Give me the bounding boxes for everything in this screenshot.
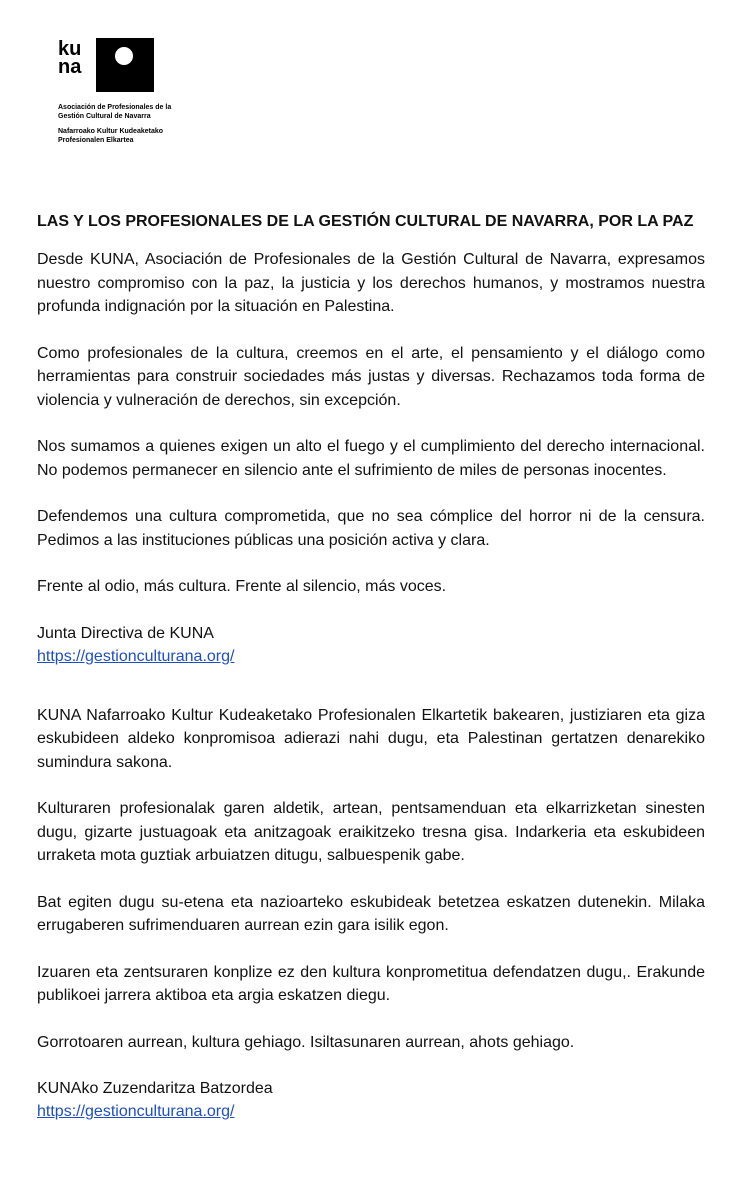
logo-word-bottom: na: [58, 56, 82, 78]
basque-paragraph: Kulturaren profesionalak garen aldetik, artean, pentsamenduan eta elkarrizketan sinesten dugu, gizarte justuagoak eta anitzagoak eraikitzeko tresna gisa. Indarkeria eta eskubideen urraketa mota guztiak arbuiatzen ditugu, salbuespenik gabe.: [37, 800, 705, 864]
basque-paragraph: Izuaren eta zentsuraren konplize ez den kultura konprometitua defendatzen dugu,. Erakunde publikoei jarrera aktiboa eta argia eskatzen diegu.: [37, 963, 705, 1004]
spanish-paragraph: Como profesionales de la cultura, creemos en el arte, el pensamiento y el diálogo como herramientas para construir sociedades más justas y diversas. Rechazamos toda forma de violencia y vulneración de derechos, sin excepción.: [37, 344, 705, 409]
statement-document: [37, 210, 705, 1123]
logo-subtitle-es: Asociación de Profesionales de la Gestión Cultural de Navarra: [58, 104, 172, 120]
statement-title: LAS Y LOS PROFESIONALES DE LA GESTIÓN CULTURAL DE NAVARRA, POR LA PAZ: [37, 213, 694, 230]
basque-paragraph: Bat egiten dugu su-etena eta nazioarteko eskubideak betetzea eskatzen dutenekin. Milaka errugaberen sufrimenduaren aurrean ezin gara isilik egon.: [37, 893, 705, 934]
basque-signature: KUNAko Zuzendaritza Batzordea: [37, 1080, 273, 1097]
spanish-website-link[interactable]: https://gestionculturana.org/: [37, 647, 235, 665]
spanish-paragraph: Nos sumamos a quienes exigen un alto el fuego y el cumplimiento del derecho internacional. No podemos permanecer en silencio ante el sufrimiento de miles de personas inocentes.: [37, 438, 705, 479]
spanish-paragraph: Defendemos una cultura comprometida, que no sea cómplice del horror ni de la censura. Pedimos a las instituciones públicas una posición activa y clara.: [37, 508, 705, 549]
basque-website-link[interactable]: https://gestionculturana.org/: [37, 1103, 235, 1120]
kuna-logo: [58, 38, 178, 158]
spanish-paragraph: Frente al odio, más cultura. Frente al silencio, más voces.: [37, 578, 447, 595]
basque-paragraph: KUNA Nafarroako Kultur Kudeaketako Profesionalen Elkartetik bakearen, justiziaren eta giza eskubideen aldeko konpromisoa adierazi nahi dugu, eta Palestinan gertatzen denarekiko sumindura sakona.: [37, 706, 705, 771]
basque-paragraph: Gorrotoaren aurrean, kultura gehiago. Isiltasunaren aurrean, ahots gehiago.: [37, 1033, 575, 1051]
logo-word-top: ku: [58, 38, 82, 60]
logo-subtitle-eu: Nafarroako Kultur Kudeaketako Profesionalen Elkartea: [58, 128, 164, 144]
spanish-signature: Junta Directiva de KUNA: [37, 624, 214, 642]
spanish-paragraph: Desde KUNA, Asociación de Profesionales de la Gestión Cultural de Navarra, expresamos nuestro compromiso con la paz, la justicia y los derechos humanos, y mostramos nuestra profunda indignación por la situación en Palestina.: [37, 251, 705, 315]
